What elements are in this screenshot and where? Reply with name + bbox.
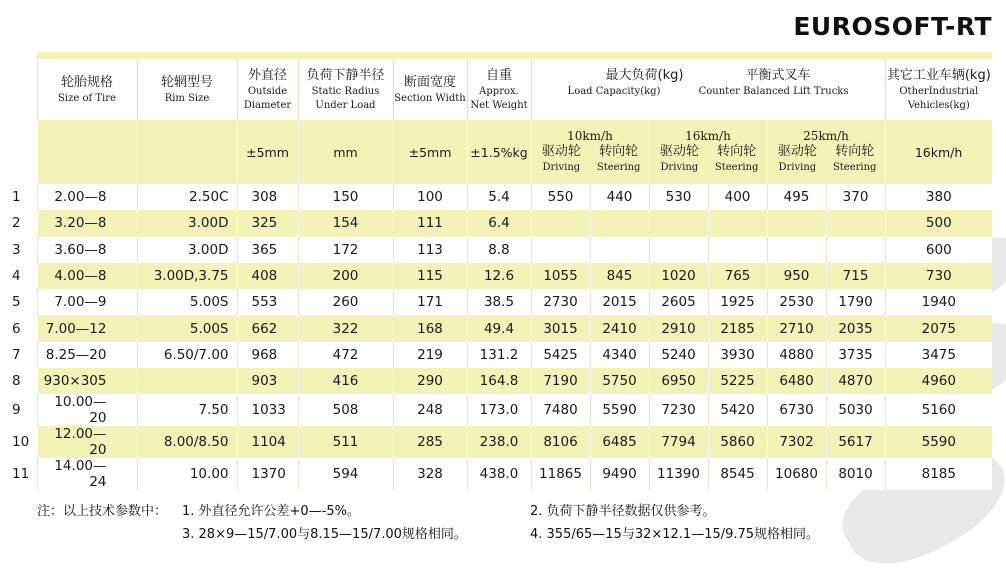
header-row (0, 59, 992, 120)
load-16-driving-cell: 11390 (649, 458, 708, 490)
static-radius-cell: 150 (298, 184, 393, 210)
outside-diameter-cell: 1104 (237, 426, 298, 458)
row-index: 8 (0, 368, 37, 394)
static-radius-cell: 172 (298, 237, 393, 263)
load-16-driving-cell: 2910 (649, 315, 708, 341)
tire-size-cell: 12.00—20 (37, 426, 137, 458)
load-10-driving-cell: 5425 (531, 342, 590, 368)
speed-group-25: 25km/h 驱动轮 Driving 转向轮 Steering (767, 120, 885, 184)
tire-size-cell: 3.60—8 (37, 237, 137, 263)
outside-diameter-cell: 1370 (237, 458, 298, 490)
subheader-other-speed: 16km/h (885, 120, 992, 184)
load-25-steering-cell: 1790 (826, 289, 885, 315)
section-width-cell: 100 (393, 184, 467, 210)
section-width-cell: 285 (393, 426, 467, 458)
subheader-rim-size (137, 120, 237, 184)
rim-size-cell: 7.50 (137, 394, 237, 426)
outside-diameter-cell: 553 (237, 289, 298, 315)
header-other-vehicles: 其它工业车辆(kg) OtherIndustrial Vehicles(kg) (885, 59, 992, 120)
rim-size-cell: 6.50/7.00 (137, 342, 237, 368)
load-16-steering-cell: 3930 (708, 342, 767, 368)
tire-spec-table (0, 59, 993, 490)
load-10-steering-cell: 5750 (590, 368, 649, 394)
header-section-width: 断面宽度 Section Width (393, 59, 467, 120)
table-row (0, 263, 992, 289)
table-row (0, 342, 992, 368)
outside-diameter-cell: 325 (237, 210, 298, 236)
row-index: 10 (0, 426, 37, 458)
other-vehicles-cell: 4960 (885, 368, 992, 394)
load-16-steering-cell (708, 237, 767, 263)
load-10-steering-cell: 440 (590, 184, 649, 210)
load-16-steering-cell: 8545 (708, 458, 767, 490)
net-weight-cell: 438.0 (467, 458, 531, 490)
section-width-cell: 111 (393, 210, 467, 236)
load-16-steering-cell: 765 (708, 263, 767, 289)
static-radius-cell: 200 (298, 263, 393, 289)
load-10-driving-cell: 11865 (531, 458, 590, 490)
outside-diameter-cell: 365 (237, 237, 298, 263)
load-16-driving-cell: 6950 (649, 368, 708, 394)
net-weight-cell: 164.8 (467, 368, 531, 394)
section-width-cell: 168 (393, 315, 467, 341)
section-width-cell: 219 (393, 342, 467, 368)
load-10-driving-cell: 550 (531, 184, 590, 210)
tire-size-cell: 10.00—20 (37, 394, 137, 426)
load-25-driving-cell: 2710 (767, 315, 826, 341)
header-load-capacity: 最大负荷(kg) 平衡式叉车 Load Capacity(kg) Counter Balanced Lift Trucks (531, 59, 885, 120)
tire-size-cell: 930×305 (37, 368, 137, 394)
rim-size-cell (137, 368, 237, 394)
section-width-cell: 248 (393, 394, 467, 426)
static-radius-cell: 508 (298, 394, 393, 426)
static-radius-cell: 322 (298, 315, 393, 341)
speed-group-16: 16km/h 驱动轮 Driving 转向轮 Steering (649, 120, 767, 184)
load-25-driving-cell: 950 (767, 263, 826, 289)
other-vehicles-cell: 1940 (885, 289, 992, 315)
notes-section (37, 500, 997, 546)
row-index: 6 (0, 315, 37, 341)
outside-diameter-cell: 1033 (237, 394, 298, 426)
section-width-cell: 113 (393, 237, 467, 263)
load-10-steering-cell: 6485 (590, 426, 649, 458)
load-10-driving-cell: 7480 (531, 394, 590, 426)
load-25-steering-cell (826, 237, 885, 263)
header-top-band (37, 52, 992, 59)
section-width-cell: 115 (393, 263, 467, 289)
table-row (0, 426, 992, 458)
outside-diameter-cell: 968 (237, 342, 298, 368)
table-row (0, 210, 992, 236)
load-10-steering-cell: 845 (590, 263, 649, 289)
net-weight-cell: 5.4 (467, 184, 531, 210)
row-index: 2 (0, 210, 37, 236)
load-25-driving-cell: 495 (767, 184, 826, 210)
load-10-driving-cell: 8106 (531, 426, 590, 458)
static-radius-cell: 260 (298, 289, 393, 315)
load-25-driving-cell: 6730 (767, 394, 826, 426)
header-rim-size: 轮辋型号 Rim Size (137, 59, 237, 120)
load-25-steering-cell: 370 (826, 184, 885, 210)
tire-size-cell: 3.20—8 (37, 210, 137, 236)
tire-size-cell: 14.00—24 (37, 458, 137, 490)
load-16-steering-cell: 1925 (708, 289, 767, 315)
notes-prefix: 注：以上技术参数中： (37, 504, 168, 519)
row-index: 1 (0, 184, 37, 210)
rim-size-cell: 8.00/8.50 (137, 426, 237, 458)
section-width-cell: 328 (393, 458, 467, 490)
rim-size-cell: 3.00D,3.75 (137, 263, 237, 289)
note-1: 1. 外直径允许公差+0—-5%。 (182, 504, 361, 519)
table-row (0, 368, 992, 394)
brand-logo-text: EUROSOFT-RT (793, 12, 992, 41)
load-25-driving-cell: 7302 (767, 426, 826, 458)
static-radius-cell: 154 (298, 210, 393, 236)
other-vehicles-cell: 500 (885, 210, 992, 236)
outside-diameter-cell: 308 (237, 184, 298, 210)
row-index: 4 (0, 263, 37, 289)
load-16-steering-cell (708, 210, 767, 236)
tire-spec-sheet (0, 59, 992, 490)
other-vehicles-cell: 380 (885, 184, 992, 210)
tire-size-cell: 7.00—9 (37, 289, 137, 315)
load-25-steering-cell: 3735 (826, 342, 885, 368)
load-10-steering-cell: 5590 (590, 394, 649, 426)
note-3: 3. 28×9—15/7.00与8.15—15/7.00规格相同。 (182, 527, 467, 542)
load-25-driving-cell: 6480 (767, 368, 826, 394)
subheader-row (0, 120, 992, 184)
other-vehicles-cell: 2075 (885, 315, 992, 341)
load-25-steering-cell: 5617 (826, 426, 885, 458)
row-index: 5 (0, 289, 37, 315)
header-index-cell (0, 59, 37, 120)
load-25-driving-cell: 2530 (767, 289, 826, 315)
other-vehicles-cell: 8185 (885, 458, 992, 490)
tire-size-cell: 8.25—20 (37, 342, 137, 368)
load-16-driving-cell: 1020 (649, 263, 708, 289)
load-16-driving-cell: 7794 (649, 426, 708, 458)
load-16-driving-cell: 2605 (649, 289, 708, 315)
net-weight-cell: 238.0 (467, 426, 531, 458)
tire-size-cell: 2.00—8 (37, 184, 137, 210)
subheader-sw-unit: ±5mm (393, 120, 467, 184)
load-16-steering-cell: 2185 (708, 315, 767, 341)
load-16-driving-cell: 5240 (649, 342, 708, 368)
table-row (0, 458, 992, 490)
tire-size-cell: 4.00—8 (37, 263, 137, 289)
other-vehicles-cell: 730 (885, 263, 992, 289)
load-25-driving-cell: 4880 (767, 342, 826, 368)
load-25-steering-cell: 715 (826, 263, 885, 289)
load-25-steering-cell: 4870 (826, 368, 885, 394)
static-radius-cell: 594 (298, 458, 393, 490)
notes-line-2 (37, 523, 997, 546)
subheader-wt-unit: ±1.5%kg (467, 120, 531, 184)
load-16-steering-cell: 5860 (708, 426, 767, 458)
rim-size-cell: 2.50C (137, 184, 237, 210)
outside-diameter-cell: 903 (237, 368, 298, 394)
rim-size-cell: 5.00S (137, 289, 237, 315)
load-10-driving-cell: 7190 (531, 368, 590, 394)
load-10-steering-cell: 9490 (590, 458, 649, 490)
load-10-steering-cell (590, 237, 649, 263)
load-10-steering-cell: 2410 (590, 315, 649, 341)
load-25-driving-cell (767, 210, 826, 236)
outside-diameter-cell: 662 (237, 315, 298, 341)
header-static-radius: 负荷下静半径 Static Radius Under Load (298, 59, 393, 120)
outside-diameter-cell: 408 (237, 263, 298, 289)
load-10-driving-cell (531, 210, 590, 236)
table-row (0, 184, 992, 210)
load-25-steering-cell (826, 210, 885, 236)
load-10-driving-cell: 2730 (531, 289, 590, 315)
static-radius-cell: 472 (298, 342, 393, 368)
load-16-driving-cell: 530 (649, 184, 708, 210)
load-16-driving-cell: 7230 (649, 394, 708, 426)
subheader-index-cell (0, 120, 37, 184)
row-index: 7 (0, 342, 37, 368)
other-vehicles-cell: 5590 (885, 426, 992, 458)
table-row (0, 315, 992, 341)
static-radius-cell: 416 (298, 368, 393, 394)
header-tire-size: 轮胎规格 Size of Tire (37, 59, 137, 120)
net-weight-cell: 8.8 (467, 237, 531, 263)
net-weight-cell: 6.4 (467, 210, 531, 236)
load-25-steering-cell: 2035 (826, 315, 885, 341)
rim-size-cell: 3.00D (137, 210, 237, 236)
header-outside-diameter: 外直径 Outside Diameter (237, 59, 298, 120)
subheader-tire-size (37, 120, 137, 184)
net-weight-cell: 173.0 (467, 394, 531, 426)
notes-line-1 (37, 500, 997, 523)
rim-size-cell: 10.00 (137, 458, 237, 490)
net-weight-cell: 12.6 (467, 263, 531, 289)
load-10-driving-cell: 3015 (531, 315, 590, 341)
rim-size-cell: 5.00S (137, 315, 237, 341)
section-width-cell: 171 (393, 289, 467, 315)
section-width-cell: 290 (393, 368, 467, 394)
note-4: 4. 355/65—15与32×12.1—15/9.75规格相同。 (530, 527, 820, 542)
row-index: 3 (0, 237, 37, 263)
subheader-srl-unit: mm (298, 120, 393, 184)
other-vehicles-cell: 5160 (885, 394, 992, 426)
load-10-driving-cell (531, 237, 590, 263)
load-25-steering-cell: 8010 (826, 458, 885, 490)
speed-group-10: 10km/h 驱动轮 Driving 转向轮 Steering (531, 120, 649, 184)
load-16-steering-cell: 400 (708, 184, 767, 210)
table-row (0, 394, 992, 426)
static-radius-cell: 511 (298, 426, 393, 458)
load-25-driving-cell (767, 237, 826, 263)
rim-size-cell: 3.00D (137, 237, 237, 263)
row-index: 11 (0, 458, 37, 490)
note-2: 2. 负荷下静半径数据仅供参考。 (530, 504, 716, 519)
net-weight-cell: 38.5 (467, 289, 531, 315)
load-10-steering-cell: 4340 (590, 342, 649, 368)
load-10-driving-cell: 1055 (531, 263, 590, 289)
other-vehicles-cell: 3475 (885, 342, 992, 368)
load-16-driving-cell (649, 237, 708, 263)
load-10-steering-cell (590, 210, 649, 236)
net-weight-cell: 131.2 (467, 342, 531, 368)
header-net-weight: 自重 Approx. Net Weight (467, 59, 531, 120)
load-10-steering-cell: 2015 (590, 289, 649, 315)
load-16-steering-cell: 5420 (708, 394, 767, 426)
table-row (0, 237, 992, 263)
load-25-steering-cell: 5030 (826, 394, 885, 426)
other-vehicles-cell: 600 (885, 237, 992, 263)
load-16-steering-cell: 5225 (708, 368, 767, 394)
row-index: 9 (0, 394, 37, 426)
load-16-driving-cell (649, 210, 708, 236)
net-weight-cell: 49.4 (467, 315, 531, 341)
subheader-od-unit: ±5mm (237, 120, 298, 184)
tire-size-cell: 7.00—12 (37, 315, 137, 341)
table-row (0, 289, 992, 315)
load-25-driving-cell: 10680 (767, 458, 826, 490)
